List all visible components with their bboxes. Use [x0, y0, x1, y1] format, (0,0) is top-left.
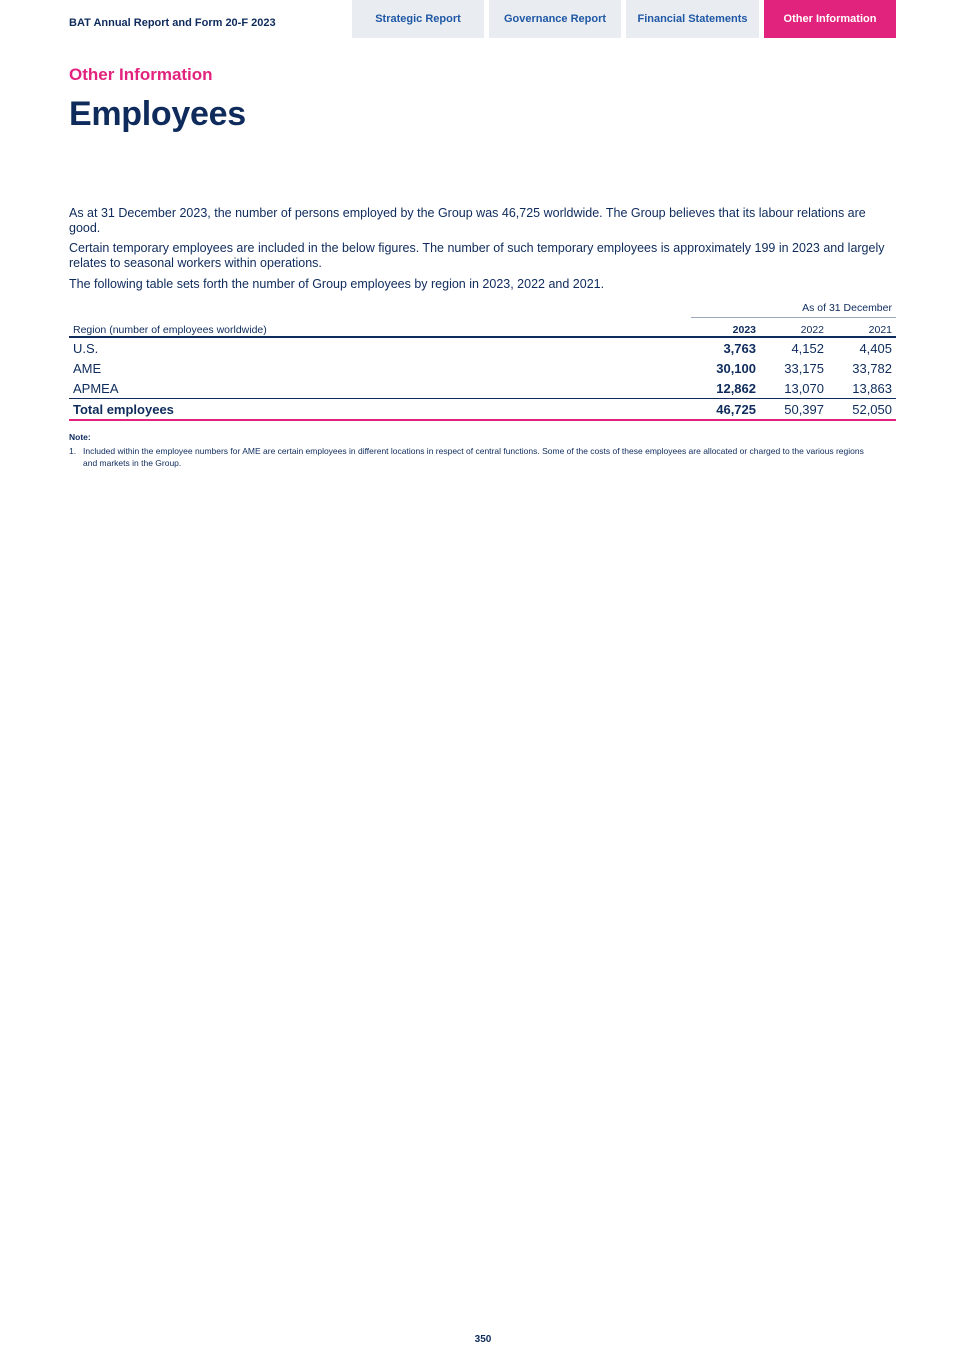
table-row	[69, 358, 896, 378]
cell-total-label: Total employees	[73, 401, 174, 417]
page-number: 350	[474, 1334, 492, 1345]
paragraph-table-intro: The following table sets forth the number of Group employees by region in 2023, 2022 and 2021.	[69, 277, 605, 291]
paragraph-temporary-employees: Certain temporary employees are included in the below figures. The number of such temporary employees is approximately 199 in 2023 and largely relates to seasonal workers within operations.	[69, 241, 885, 270]
column-header-2022: 2022	[800, 324, 824, 336]
column-header-region: Region (number of employees worldwide)	[73, 324, 267, 336]
tab-other-information[interactable]: Other Information	[764, 0, 896, 38]
tab-financial-statements[interactable]: Financial Statements	[626, 0, 759, 38]
tab-governance-report[interactable]: Governance Report	[489, 0, 621, 38]
note-item	[69, 445, 869, 469]
paragraph-employees-total: As at 31 December 2023, the number of persons employed by the Group was 46,725 worldwide. The Group believes that its labour relations are good.	[69, 206, 866, 235]
page-title: Employees	[69, 95, 246, 133]
note-heading: Note:	[69, 432, 91, 442]
cell-2022: 4,152	[791, 340, 824, 356]
table-group-header: As of 31 December	[802, 302, 892, 314]
cell-total-2023: 46,725	[716, 401, 756, 417]
cell-2021: 33,782	[852, 360, 892, 376]
cell-2023: 12,862	[716, 380, 756, 396]
cell-total-2022: 50,397	[784, 401, 824, 417]
cell-region: APMEA	[73, 380, 119, 396]
cell-2021: 13,863	[852, 380, 892, 396]
note-number: 1.	[69, 446, 77, 456]
cell-2023: 3,763	[723, 340, 756, 356]
column-header-2021: 2021	[868, 324, 892, 336]
note-text: Included within the employee numbers for AME are certain employees in different locations in respect of central functions. Some of the costs of these employees are allocated or charged to the various regions and markets in the Group.	[83, 446, 864, 468]
column-header-2023: 2023	[732, 324, 756, 336]
cell-region: AME	[73, 360, 102, 376]
cell-region: U.S.	[73, 340, 99, 356]
employees-by-region-table	[69, 318, 896, 421]
table-header-row	[69, 318, 896, 337]
cell-total-2021: 52,050	[852, 401, 892, 417]
cell-2021: 4,405	[859, 340, 892, 356]
table-total-row	[69, 399, 896, 421]
section-label: Other Information	[69, 65, 213, 84]
tab-strategic-report[interactable]: Strategic Report	[352, 0, 484, 38]
table-row	[69, 337, 896, 358]
cell-2022: 13,070	[784, 380, 824, 396]
report-title: BAT Annual Report and Form 20-F 2023	[69, 17, 276, 29]
table-row	[69, 378, 896, 399]
cell-2023: 30,100	[716, 360, 756, 376]
cell-2022: 33,175	[784, 360, 824, 376]
